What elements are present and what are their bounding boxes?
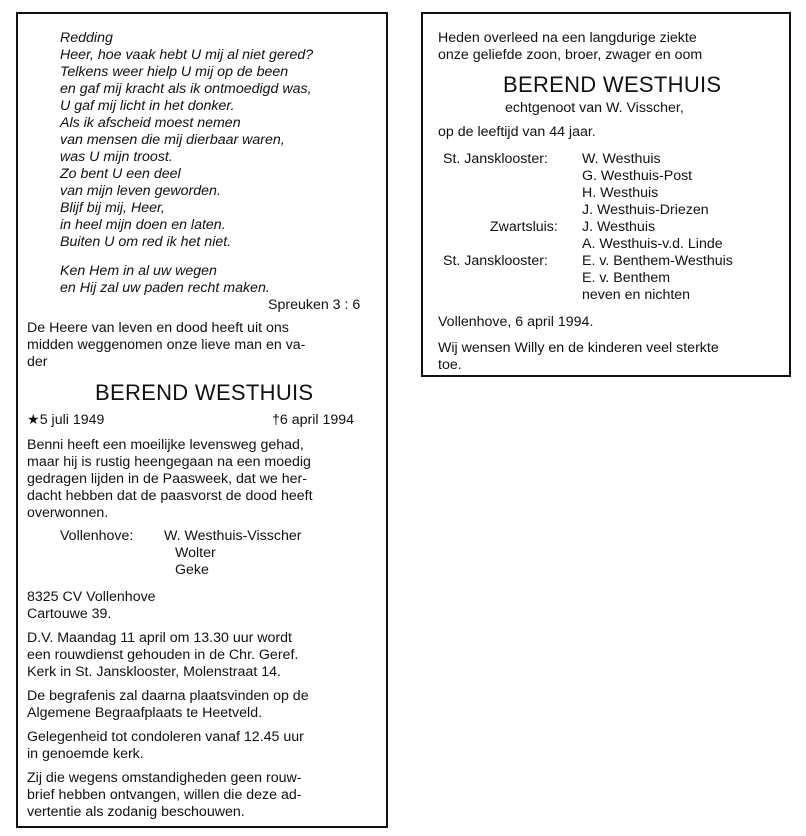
service-line: een rouwdienst gehouden in de Chr. Geref. [27,647,299,663]
story-line: maar hij is rustig heengegaan na een moedig [27,454,311,470]
relative-name: W. Westhuis [582,151,661,167]
poem-title: Redding [60,30,113,46]
birth-date: ★5 juli 1949 [27,412,105,428]
address-line: 8325 CV Vollenhove [27,589,156,605]
story-line: gedragen lijden in de Paasweek, dat we her- [27,471,307,487]
poem-line: Blijf bij mij, Heer, [60,200,165,216]
poem-line: in heel mijn doen en laten. [60,217,226,233]
family-name: Wolter [175,545,216,561]
closing-line: Zij die wegens omstandigheden geen rouw- [27,770,302,786]
story-line: overwonnen. [27,505,109,521]
poem-line: Als ik afscheid moest nemen [60,115,241,131]
poem-line: was U mijn troost. [60,149,173,165]
relative-place: St. Jansklooster: [443,151,548,167]
closing-line: brief hebben ontvangen, willen die deze ad- [27,787,302,803]
poem-line: Zo bent U een deel [60,166,181,182]
right-intro-line: onze geliefde zoon, broer, zwager en oom [438,47,703,63]
verse-line: en Hij zal uw paden recht maken. [60,280,270,296]
right-intro-line: Heden overleed na een langdurige ziekte [438,30,697,46]
closing-line: vertentie als zodanig beschouwen. [27,804,245,820]
relative-name: E. v. Benthem [582,270,671,286]
address-line: Cartouwe 39. [27,606,112,622]
service-line: D.V. Maandag 11 april om 13.30 uur wordt [27,630,292,646]
poem-line: en gaf mij kracht als ik ontmoedigd was, [60,81,312,97]
condolence-line: Gelegenheid tot condoleren vanaf 12.45 uur [27,729,304,745]
intro-line: De Heere van leven en dood heeft uit ons [27,320,289,336]
deceased-name: BEREND WESTHUIS [95,380,314,405]
relative-name: J. Westhuis-Driezen [582,202,709,218]
relative-name: E. v. Benthem-Westhuis [582,253,733,269]
wish-line: toe. [438,357,462,373]
intro-line: der [27,354,48,370]
spouse-line: echtgenoot van W. Visscher, [505,100,684,116]
family-name: Geke [175,562,209,578]
wish-line: Wij wensen Willy en de kinderen veel sterkte [438,340,719,356]
story-line: Benni heeft een moeilijke levensweg gehad, [27,437,304,453]
condolence-line: in genoemde kerk. [27,746,144,762]
poem-line: U gaf mij licht in het donker. [60,98,235,114]
relative-name: G. Westhuis-Post [582,168,693,184]
verse-line: Ken Hem in al uw wegen [60,263,217,279]
poem-line: Heer, hoe vaak hebt U mij al niet gered? [60,47,314,63]
family-name: W. Westhuis-Visscher [164,528,302,544]
poem-line: van mensen die mij dierbaar waren, [60,132,285,148]
place-date: Vollenhove, 6 april 1994. [438,314,594,330]
poem-line: Telkens weer hielp U mij op de been [60,64,289,80]
verse-reference: Spreuken 3 : 6 [268,297,361,313]
relative-name: J. Westhuis [582,219,656,235]
burial-line: Algemene Begraafplaats te Heetveld. [27,705,263,721]
death-date: †6 april 1994 [272,412,355,428]
relative-name: A. Westhuis-v.d. Linde [582,236,723,252]
relative-name: neven en nichten [582,287,691,303]
age-line: op de leeftijd van 44 jaar. [438,124,596,140]
family-place: Vollenhove: [60,528,134,544]
relative-name: H. Westhuis [582,185,659,201]
poem-line: Buiten U om red ik het niet. [60,234,232,250]
relative-place: Zwartsluis: [490,219,558,235]
right-deceased-name: BEREND WESTHUIS [503,72,722,97]
poem-line: van mijn leven geworden. [60,183,221,199]
service-line: Kerk in St. Jansklooster, Molenstraat 14. [27,664,281,680]
story-line: dacht hebben dat de paasvorst de dood heeft [27,488,313,504]
relative-place: St. Jansklooster: [443,253,548,269]
burial-line: De begrafenis zal daarna plaatsvinden op de [27,688,309,704]
intro-line: midden weggenomen onze lieve man en va- [27,337,306,353]
